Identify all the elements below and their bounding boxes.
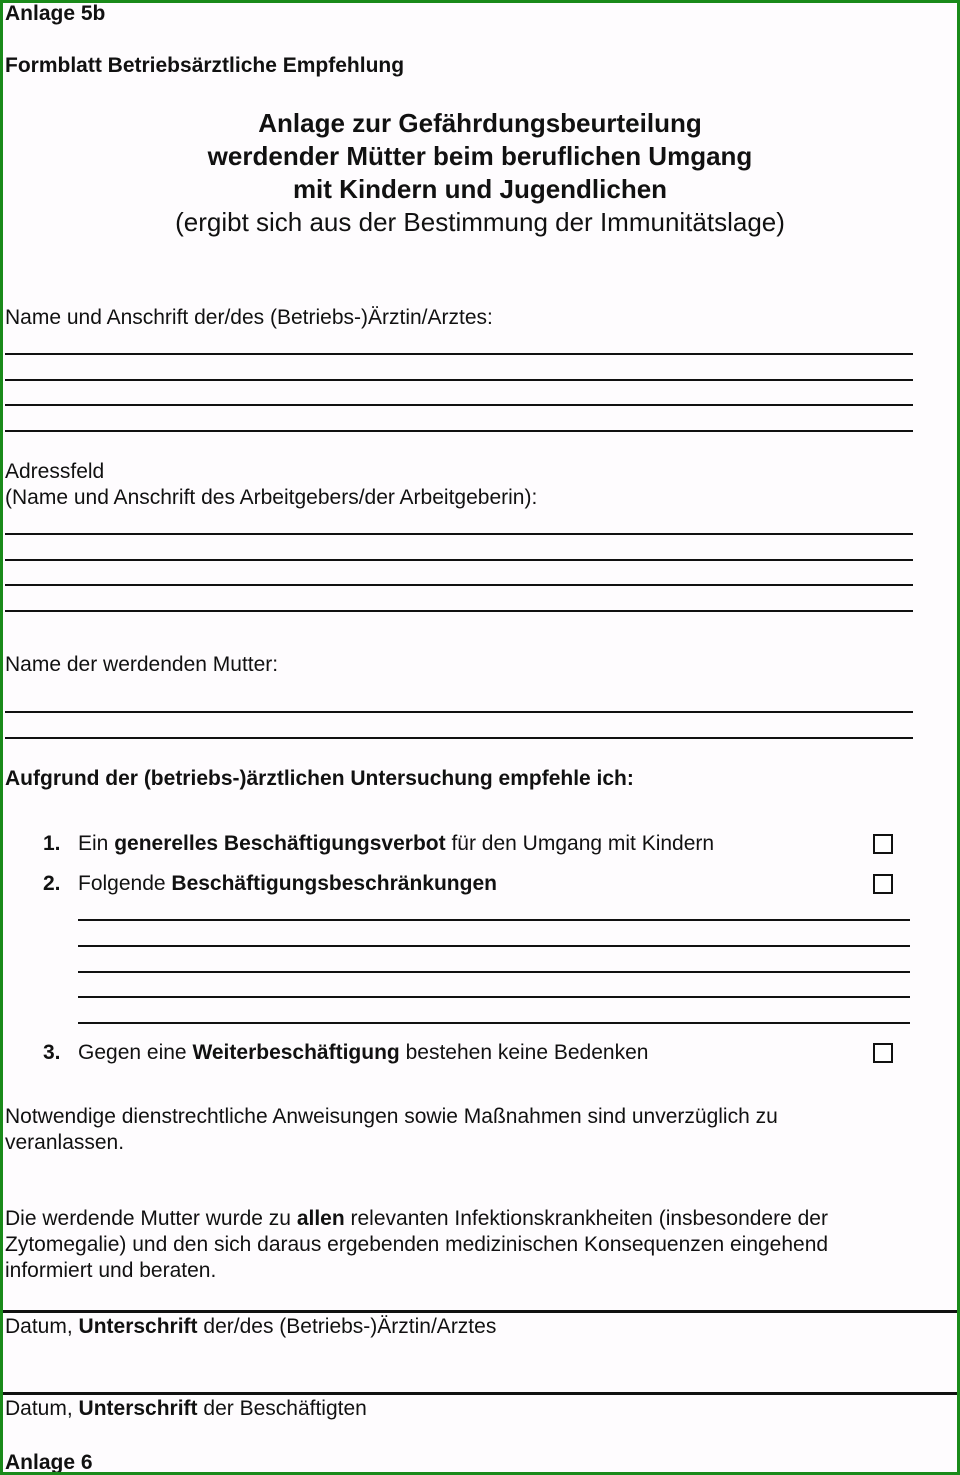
employer-address-label: (Name und Anschrift des Arbeitgebers/der Arbeitgeberin):	[5, 486, 538, 509]
title-line-2: werdender Mütter beim beruflichen Umgang	[207, 141, 753, 171]
annex-label: Anlage 5b	[5, 2, 106, 25]
employee-signature-line[interactable]	[3, 1392, 957, 1395]
mother-name-line-1[interactable]	[5, 711, 913, 713]
item-3-number: 3.	[43, 1041, 61, 1064]
employer-address-line-3[interactable]	[5, 584, 913, 586]
item-2-number: 2.	[43, 872, 61, 895]
doctor-address-line-2[interactable]	[5, 379, 913, 381]
address-field-label: Adressfeld	[5, 460, 105, 483]
mother-name-line-2[interactable]	[5, 737, 913, 739]
doctor-signature-label: Datum, Unterschrift der/des (Betriebs-)Ärztin/Arztes	[5, 1315, 497, 1338]
restriction-line-4[interactable]	[78, 996, 910, 998]
employee-signature-label: Datum, Unterschrift der Beschäftigten	[5, 1397, 367, 1420]
doctor-address-line-1[interactable]	[5, 353, 913, 355]
information-note: Die werdende Mutter wurde zu allen relevanten Infektionskrankheiten (insbesondere der Zytomegalie) und den sich daraus ergebenden medizinischen Konsequenzen eingehend informiert und beraten.	[5, 1207, 829, 1282]
doctor-signature-line[interactable]	[3, 1310, 957, 1313]
item-2-text: Folgende Beschäftigungsbeschränkungen	[78, 872, 497, 895]
document-title	[3, 107, 957, 239]
doctor-address-line-4[interactable]	[5, 430, 913, 432]
recommendation-heading: Aufgrund der (betriebs-)ärztlichen Untersuchung empfehle ich:	[5, 767, 634, 790]
item-1-checkbox[interactable]	[873, 834, 893, 854]
restriction-line-3[interactable]	[78, 971, 910, 973]
restriction-line-2[interactable]	[78, 945, 910, 947]
item-1-number: 1.	[43, 832, 61, 855]
title-line-3: mit Kindern und Jugendlichen	[292, 174, 668, 204]
form-title: Formblatt Betriebsärztliche Empfehlung	[5, 54, 405, 77]
item-1-text: Ein generelles Beschäftigungsverbot für den Umgang mit Kindern	[78, 832, 715, 855]
doctor-address-line-3[interactable]	[5, 404, 913, 406]
title-line-1: Anlage zur Gefährdungsbeurteilung	[258, 108, 702, 138]
title-line-4: (ergibt sich aus der Bestimmung der Immunitätslage)	[175, 207, 785, 237]
item-3-checkbox[interactable]	[873, 1043, 893, 1063]
employer-address-line-1[interactable]	[5, 533, 913, 535]
restriction-line-5[interactable]	[78, 1022, 910, 1024]
next-annex-label: Anlage 6	[5, 1451, 93, 1474]
mother-name-label: Name der werdenden Mutter:	[5, 653, 279, 676]
restriction-line-1[interactable]	[78, 919, 910, 921]
item-2-checkbox[interactable]	[873, 874, 893, 894]
item-3-text: Gegen eine Weiterbeschäftigung bestehen keine Bedenken	[78, 1041, 649, 1064]
doctor-address-label: Name und Anschrift der/des (Betriebs-)Ärztin/Arztes:	[5, 306, 493, 329]
employer-address-line-4[interactable]	[5, 610, 913, 612]
employer-address-line-2[interactable]	[5, 559, 913, 561]
instruction-note: Notwendige dienstrechtliche Anweisungen sowie Maßnahmen sind unverzüglich zu veranlassen.	[5, 1105, 778, 1154]
